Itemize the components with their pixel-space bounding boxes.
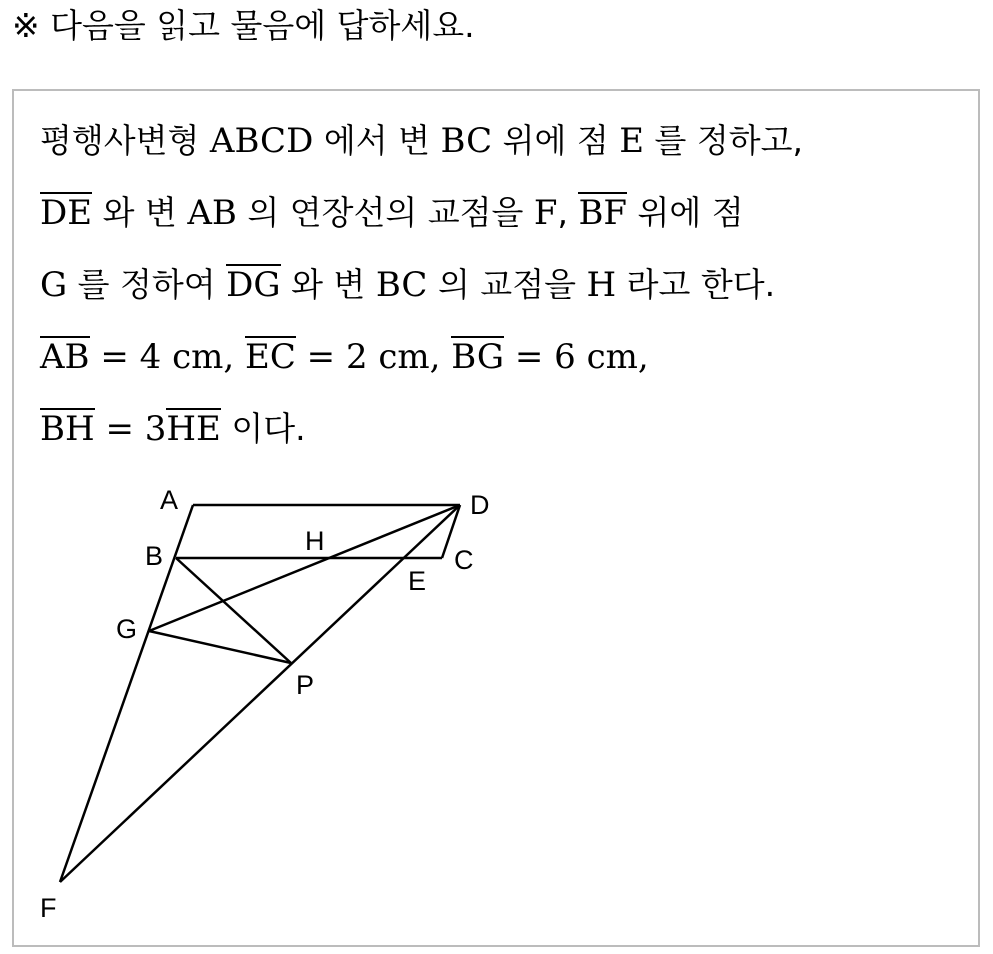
text: = 4 cm, [89, 337, 245, 377]
parallelogram-name: ABCD [209, 121, 314, 161]
label-h: H [305, 526, 325, 556]
label-a: A [160, 485, 179, 515]
label-f: F [40, 893, 57, 923]
text: 위에 점 [627, 193, 744, 232]
segment-ec: EC [245, 337, 296, 377]
text: 를 정하여 [67, 265, 227, 304]
side-ab: AB [187, 193, 237, 233]
side-bc: BC [440, 121, 493, 161]
segment-bp [176, 558, 291, 663]
point-g: G [40, 265, 68, 305]
point-h: H [586, 265, 617, 305]
text: 의 교점을 [427, 265, 587, 304]
label-c: C [454, 545, 474, 575]
text: 와 변 [280, 265, 376, 304]
text: 와 변 [92, 193, 188, 232]
segment-ab: AB [40, 337, 90, 377]
text: = 3 [94, 409, 167, 449]
text: = 2 cm, [295, 337, 452, 377]
text: 평행사변형 [40, 121, 210, 160]
segment-he: HE [166, 409, 221, 449]
point-e: E [619, 121, 645, 161]
segment-de: DE [40, 193, 93, 233]
side-bc: BC [375, 265, 428, 305]
label-d: D [470, 490, 490, 520]
text: 를 정하고, [644, 121, 804, 160]
text: = 6 cm, [504, 337, 649, 377]
text: , [557, 193, 579, 232]
segment-bf: BF [578, 193, 628, 233]
segment-bh: BH [40, 409, 95, 449]
segment-dg: DG [226, 265, 281, 305]
label-b: B [145, 541, 164, 571]
label-g: G [116, 614, 138, 644]
segment-df [60, 505, 460, 882]
text: 이다. [220, 409, 306, 448]
text: 에서 변 [313, 121, 441, 160]
segment-bg: BG [451, 337, 505, 377]
point-f: F [533, 193, 558, 233]
text: 라고 한다. [616, 265, 776, 304]
label-e: E [408, 566, 427, 596]
segment-gp [149, 631, 291, 663]
label-p: P [296, 670, 315, 700]
text: 위에 점 [492, 121, 620, 160]
text: 의 연장선의 교점을 [236, 193, 534, 232]
instruction-header: ※ 다음을 읽고 물음에 답하세요. [12, 6, 475, 45]
segment-af [60, 505, 193, 882]
